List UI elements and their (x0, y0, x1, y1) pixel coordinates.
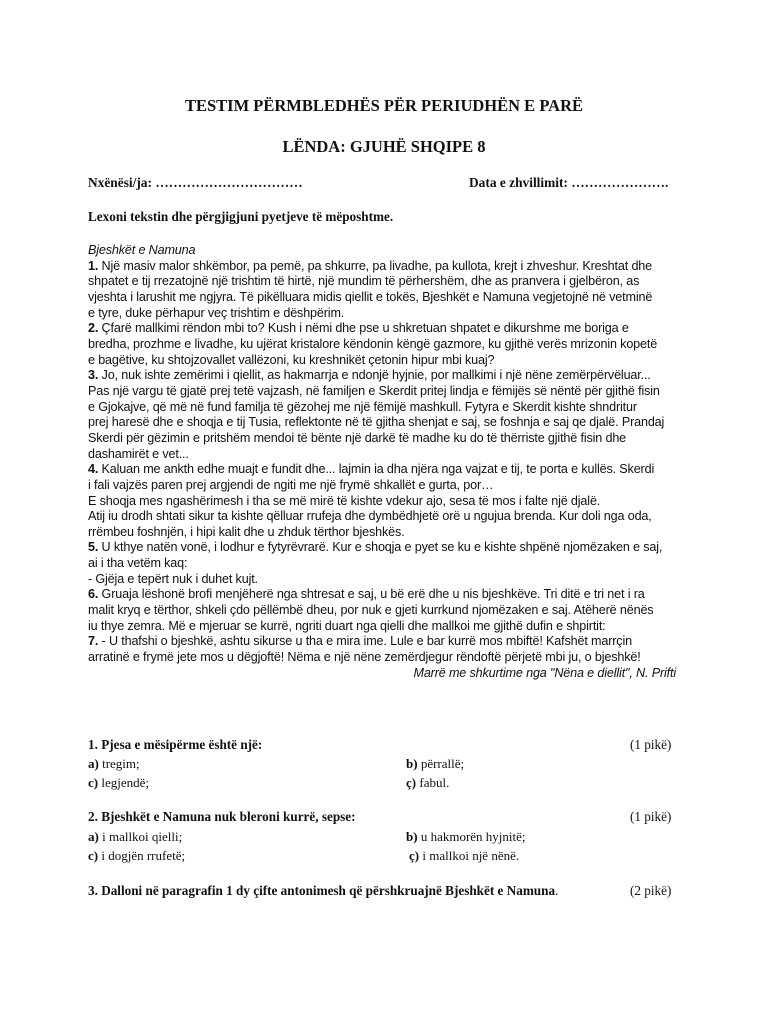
question-1-points: (1 pikë) (630, 737, 672, 752)
passage-line: malit kryq e tërthor, shkeli çdo pëllëmbë dheu, por nuk e gjeti kurrkund njomëzaken e saj. Atëherë nënës (88, 603, 654, 618)
passage-line: 3. Jo, nuk ishte zemërimi i qiellit, as hakmarrja e ndonjë hyjnie, por mallkimi i një nëne zemërpërvëluar... (88, 368, 651, 383)
passage-line: vjeshta i larushit me ngjyra. Të pikëlluara midis qiellit e tokës, Bjeshkët e Namuna vegjetojnë në vetminë (88, 289, 653, 304)
question-2-label: 2. Bjeshkët e Namuna nuk bleroni kurrë, sepse: (88, 809, 356, 824)
question-2-points: (1 pikë) (630, 809, 672, 824)
date-field: Data e zhvillimit: …………………. (469, 175, 669, 190)
reading-passage (88, 243, 688, 681)
passage-line: ai i tha vetëm kaq: (88, 556, 188, 571)
question-1-option-a[interactable]: a) tregim; (88, 756, 140, 771)
passage-line: i fali vajzës paren prej argjendi de ngiti me një frymë shkallët e gurta, por… (88, 477, 494, 492)
passage-line: e tyre, duke përhapur veç trishtim e dëshpërim. (88, 305, 345, 320)
passage-line: prej haresë dhe e shoqja e tij Tusia, reflektonte në të gjitha shenjat e saj, se foshnja e saj qe djalë. Prandaj (88, 415, 665, 430)
subject-heading: LËNDA: GJUHË SHQIPE 8 (282, 137, 486, 156)
passage-line: e Gjokajve, që më në fund familja të gëzohej me një fëmijë mashkull. Fytyra e Skerdit kishte shndritur (88, 399, 637, 414)
question-3-points: (2 pikë) (630, 883, 672, 898)
student-name-field: Nxënësi/ja: …………………………… (88, 175, 303, 190)
question-2-option-a[interactable]: a) i mallkoi qielli; (88, 829, 183, 844)
document-title: TESTIM PËRMBLEDHËS PËR PERIUDHËN E PARË (184, 96, 584, 115)
passage-line: Atij iu drodh shtati sikur ta kishte qëlluar rrufeja dhe dymbëdhjetë orë u ngujua brenda. Kur doli nga oda, (88, 509, 652, 524)
question-3-label: 3. Dalloni në paragrafin 1 dy çifte antonimesh që përshkruajnë Bjeshkët e Namuna. (88, 883, 559, 898)
passage-line: dashamirët e vet... (88, 446, 189, 461)
question-2-option-ch[interactable]: ç) i mallkoi një nënë. (409, 848, 520, 863)
question-2-option-b[interactable]: b) u hakmorën hyjnitë; (406, 829, 526, 844)
passage-line: bredha, prozhme e livadhe, ku ujërat kristalore këndonin këngë gazmore, ku gjithë verës mrizonin kopetë (88, 336, 658, 351)
passage-line: 4. Kaluan me ankth edhe muajt e fundit dhe... lajmin ia dha njëra nga vajzat e tij, te porta e kullës. Skerdi (88, 462, 655, 477)
passage-line: arratinë e frymë jete mos u dëgjoftë! Nëma e një nëne zemërdjegur rëndoftë përjetë mbi ju, o bjeshkë! (88, 650, 641, 665)
passage-line: shpatet e tij rrezatojnë një trishtim të hirtë, një mundim të përhershëm, dhe as pranvera i gjelbëron, as (88, 274, 640, 289)
passage-line: 7. - U thafshi o bjeshkë, ashtu sikurse u tha e mira ime. Lule e bar kurrë mos mbiftë! Kafshët marrçin (88, 634, 632, 649)
question-1-option-ch[interactable]: ç) fabul. (406, 775, 450, 790)
question-1-label: 1. Pjesa e mësipërme është një: (88, 737, 263, 752)
instruction-text: Lexoni tekstin dhe përgjigjuni pyetjeve të mëposhtme. (88, 209, 394, 224)
passage-source: Marrë me shkurtime nga "Nëna e diellit", N. Prifti (413, 665, 676, 680)
passage-line: 1. Një masiv malor shkëmbor, pa pemë, pa shkurre, pa livadhe, pa kullota, krejt i zhveshur. Kreshtat dhe (88, 258, 653, 273)
passage-line: Pas një vargu të gjatë prej tetë vajzash, në familjen e Skerdit pritej lindja e fëmijës së nëntë për gjithë fisin (88, 383, 660, 398)
question-1-option-b[interactable]: b) përrallë; (406, 756, 465, 771)
passage-line: iu thye zemra. Më e mjeruar se kurrë, ngriti duart nga qielli dhe mallkoi me gjithë dufin e shpirtit: (88, 618, 606, 633)
passage-line: 6. Gruaja lëshonë brofi menjëherë nga shtresat e saj, u bë erë dhe u nis bjeshkëve. Tri ditë e tri net i ra (88, 587, 645, 602)
passage-line: - Gjëja e tepërt nuk i duhet kujt. (88, 571, 258, 586)
passage-title: Bjeshkët e Namuna (88, 243, 196, 257)
question-2-option-c[interactable]: c) i dogjën rrufetë; (88, 848, 186, 863)
passage-line: 5. U kthye natën vonë, i lodhur e fytyrëvrarë. Kur e shoqja e pyet se ku e kishte shpënë njomëzaken e saj, (88, 540, 663, 555)
passage-line: E shoqja mes ngashërimesh i tha se më mirë të kishte vdekur ajo, sesa të mos i falte një djalë. (88, 493, 601, 508)
passage-line: Skerdi për gëzimin e pritshëm mendoi të bënte një darkë të madhe ku do të thërriste gjithë fisin dhe (88, 430, 627, 445)
passage-line: rrëmbeu foshnjën, i hipi kalit dhe u zhduk tërthor bjeshkës. (88, 524, 405, 539)
question-1-option-c[interactable]: c) legjendë; (88, 775, 150, 790)
passage-line: 2. Çfarë mallkimi rëndon mbi to? Kush i nëmi dhe pse u shkretuan shpatet e dikurshme me boriga e (88, 321, 629, 336)
passage-line: e bagëtive, ku shtojzovallet vallëzoni, ku kreshnikët çetonin hipur mbi kuaj? (88, 352, 495, 367)
